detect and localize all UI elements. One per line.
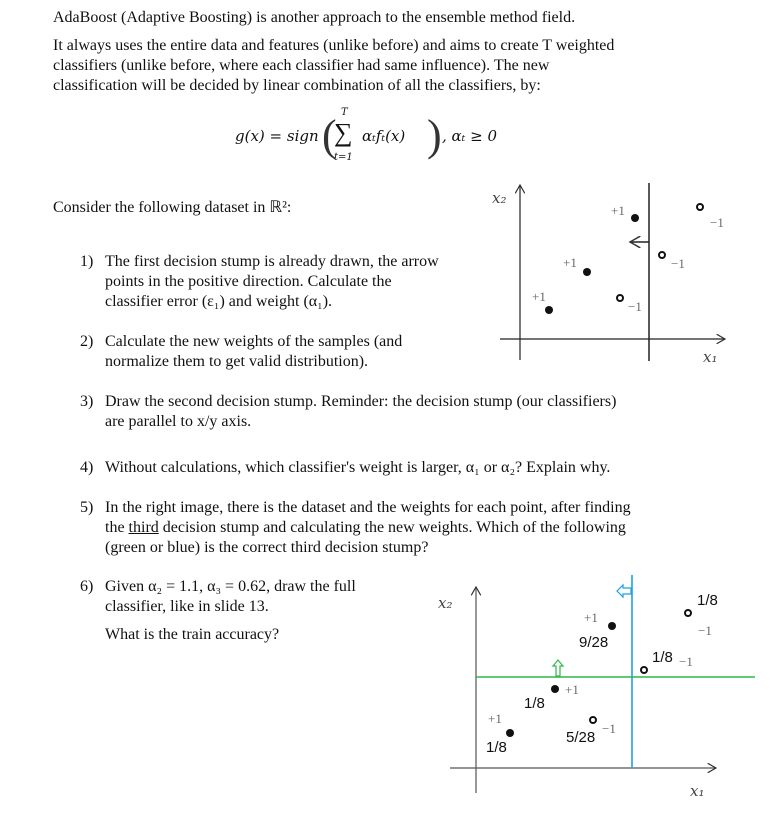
question-text: normalize them to get valid distribution). bbox=[105, 353, 369, 370]
positive-point bbox=[551, 685, 559, 693]
question-text: Draw the second decision stump. Reminder: the decision stump (our classifiers) bbox=[105, 393, 617, 410]
question-text: The first decision stump is already drawn, the arrow bbox=[105, 253, 439, 270]
point-weight: 9/28 bbox=[579, 634, 609, 651]
question-text: classifier, like in slide 13. bbox=[105, 598, 269, 615]
point-label: −1 bbox=[671, 256, 685, 271]
positive-point bbox=[631, 214, 639, 222]
point-weight: 1/8 bbox=[652, 649, 673, 666]
formula-body: αₜfₜ(x) bbox=[362, 127, 406, 145]
positive-point bbox=[506, 729, 514, 737]
question-text: classifier error (ε₁) and weight (α₁). bbox=[105, 293, 333, 310]
underlined-word: third bbox=[128, 519, 159, 536]
point-label: +1 bbox=[563, 255, 577, 270]
question-number: 3) bbox=[80, 393, 94, 410]
positive-point bbox=[583, 268, 591, 276]
left-paren: ( bbox=[322, 111, 337, 160]
point-weight: 5/28 bbox=[566, 729, 596, 746]
question-number: 5) bbox=[80, 499, 94, 516]
point-label: −1 bbox=[602, 721, 616, 736]
negative-point bbox=[641, 667, 647, 673]
negative-point bbox=[697, 204, 703, 210]
formula-constraint: , αₜ ≥ 0 bbox=[442, 127, 498, 145]
sum-lower: t=1 bbox=[334, 152, 353, 163]
point-label: +1 bbox=[584, 610, 598, 625]
question-number: 2) bbox=[80, 333, 94, 350]
right-paren: ) bbox=[427, 111, 442, 160]
sum-upper: T bbox=[341, 107, 348, 118]
point-label: −1 bbox=[710, 215, 724, 230]
dataset-line: Consider the following dataset in ℝ²: bbox=[53, 199, 292, 216]
question-text: (green or blue) is the correct third decision stump? bbox=[105, 539, 429, 556]
question-number: 1) bbox=[80, 253, 94, 270]
question-text bbox=[105, 518, 626, 538]
sum-symbol: ∑ bbox=[334, 118, 353, 147]
negative-point bbox=[685, 610, 691, 616]
x-axis-label: x₁ bbox=[703, 348, 718, 366]
negative-point bbox=[659, 252, 665, 258]
text-span: decision stump and calculating the new weights. Which of the following bbox=[162, 519, 626, 536]
intro-paragraph-line: It always uses the entire data and features (unlike before) and aims to create T weighted bbox=[53, 37, 615, 54]
point-label: −1 bbox=[679, 654, 693, 669]
x-axis-label: x₁ bbox=[690, 782, 705, 800]
point-weight: 1/8 bbox=[486, 739, 507, 756]
question-text: What is the train accuracy? bbox=[105, 626, 280, 643]
negative-point bbox=[617, 295, 623, 301]
point-label: +1 bbox=[565, 682, 579, 697]
point-label: +1 bbox=[532, 289, 546, 304]
question-text: Calculate the new weights of the samples (and bbox=[105, 333, 403, 350]
negative-point bbox=[590, 717, 596, 723]
y-axis-label: x₂ bbox=[438, 594, 453, 612]
question-text: Without calculations, which classifier's weight is larger, α₁ or α₂? Explain why. bbox=[105, 459, 611, 476]
text-span: the bbox=[105, 519, 125, 536]
question-text: points in the positive direction. Calculate the bbox=[105, 273, 392, 290]
question-text: In the right image, there is the dataset and the weights for each point, after finding bbox=[105, 499, 631, 516]
intro-paragraph-line: classifiers (unlike before, where each classifier had same influence). The new bbox=[53, 57, 550, 74]
point-weight: 1/8 bbox=[697, 592, 718, 609]
positive-point bbox=[545, 306, 553, 314]
blue-arrow-left-icon bbox=[617, 585, 631, 597]
intro-paragraph-line: classification will be decided by linear combination of all the classifiers, by: bbox=[53, 77, 541, 94]
formula-lhs: g(x) = sign bbox=[235, 127, 319, 145]
point-label: −1 bbox=[628, 299, 642, 314]
question-text: Given α₂ = 1.1, α₃ = 0.62, draw the full bbox=[105, 578, 356, 595]
green-arrow-up-icon bbox=[553, 660, 563, 676]
point-weight: 1/8 bbox=[524, 695, 545, 712]
question-text: are parallel to x/y axis. bbox=[105, 413, 252, 430]
positive-point bbox=[608, 622, 616, 630]
point-label: +1 bbox=[611, 203, 625, 218]
intro-line: AdaBoost (Adaptive Boosting) is another approach to the ensemble method field. bbox=[53, 9, 576, 26]
question-number: 6) bbox=[80, 578, 94, 595]
point-label: −1 bbox=[698, 623, 712, 638]
point-label: +1 bbox=[488, 711, 502, 726]
question-number: 4) bbox=[80, 459, 94, 476]
y-axis-label: x₂ bbox=[492, 189, 507, 207]
